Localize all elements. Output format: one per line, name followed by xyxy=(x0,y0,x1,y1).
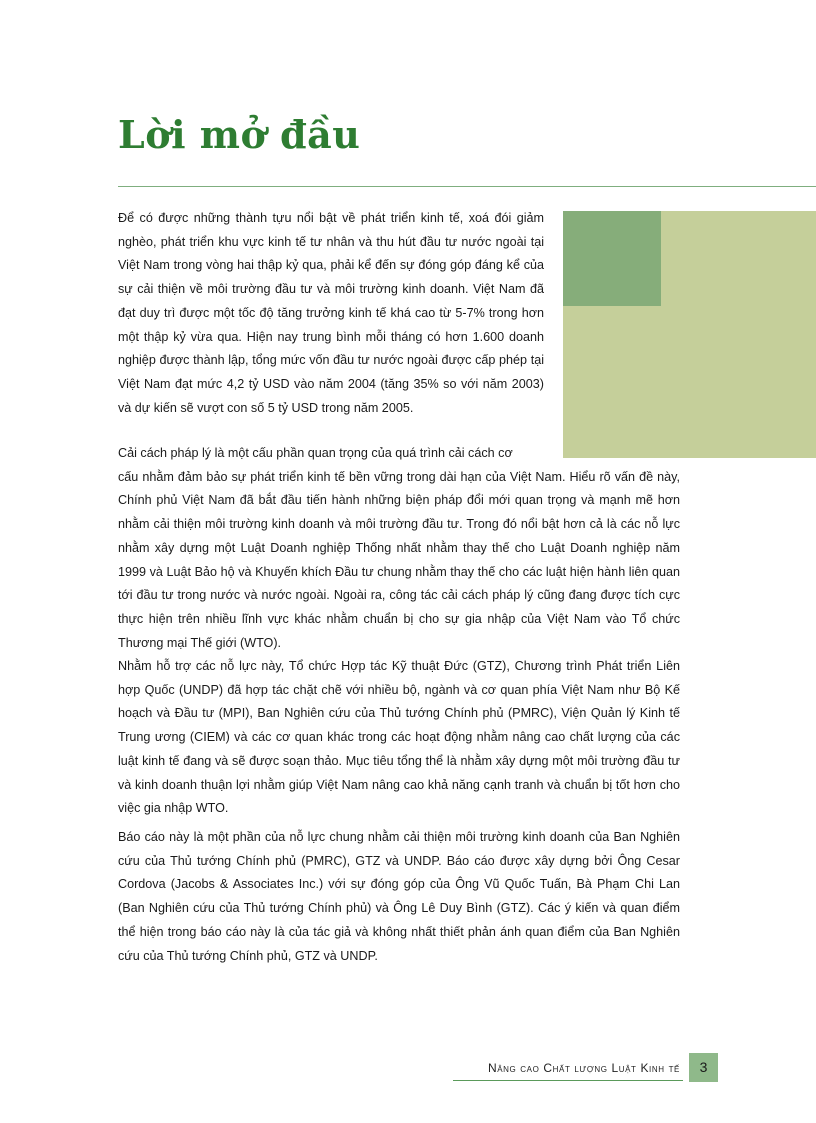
page-title: Lời mở đầu xyxy=(118,112,361,157)
paragraph-1: Để có được những thành tựu nổi bật về phát triển kinh tế, xoá đói giảm nghèo, phát triển khu vực kinh tế tư nhân và thu hút đầu tư nước ngoài tại Việt Nam trong vòng hai thập kỷ qua, phải kể đến sự đóng góp đáng kể của sự cải thiện về môi trường đầu tư và môi trường kinh doanh. Việt Nam đã đạt duy trì được một tốc độ tăng trưởng kinh tế khá cao từ 5-7% trong hơn một thập kỷ vừa qua. Hiện nay trung bình mỗi tháng có hơn 1.600 doanh nghiệp được thành lập, tổng mức vốn đầu tư nước ngoài được cấp phép tại Việt Nam đạt mức 4,2 tỷ USD vào năm 2004 (tăng 35% so với năm 2003) và dự kiến sẽ vượt con số 5 tỷ USD trong năm 2005. xyxy=(118,211,544,415)
paragraph-3: Nhằm hỗ trợ các nỗ lực này, Tổ chức Hợp tác Kỹ thuật Đức (GTZ), Chương trình Phát triển Liên hợp Quốc (UNDP) đã hợp tác chặt chẽ với nhiều bộ, ngành và cơ quan phía Việt Nam như Bộ Kế hoạch và Đầu tư (MPI), Ban Nghiên cứu của Thủ tướng Chính phủ (PMRC), Viện Quản lý Kinh tế Trung ương (CIEM) và các cơ quan khác trong các hoạt động nhằm nâng cao chất lượng của các luật kinh tế đang và sẽ được soạn thảo. Mục tiêu tổng thể là nhằm xây dựng một môi trường đầu tư và kinh doanh thuận lợi nhằm giúp Việt Nam nâng cao khả năng cạnh tranh và chuẩn bị tốt hơn cho việc gia nhập WTO. xyxy=(118,659,680,816)
paragraph-2-rest: cấu nhằm đảm bảo sự phát triển kinh tế bền vững trong dài hạn của Việt Nam. Hiểu rõ vấn đề này, Chính phủ Việt Nam đã bắt đầu tiến hành những biện pháp đổi mới quan trọng và mạnh mẽ hơn nhằm cải thiện môi trường kinh doanh và môi trường đầu tư. Trong đó nổi bật hơn cả là các nỗ lực nhằm xây dựng một Luật Doanh nghiệp Thống nhất nhằm thay thế cho Luật Doanh nghiệp năm 1999 và Luật Bảo hộ và Khuyến khích Đầu tư chung nhằm thay thế cho các luật hiện hành liên quan tới đầu tư trong nước và nước ngoài. Ngoài ra, công tác cải cách pháp lý cũng đang được tích cực thực hiện trên nhiều lĩnh vực khác nhằm chuẩn bị cho sự gia nhập của Việt Nam vào Tổ chức Thương mại Thế giới (WTO). xyxy=(118,469,680,650)
paragraph-2-first-line: Cải cách pháp lý là một cấu phần quan trọng của quá trình cải cách cơ xyxy=(118,446,513,460)
title-divider xyxy=(118,186,816,187)
paragraph-4: Báo cáo này là một phần của nỗ lực chung nhằm cải thiện môi trường kinh doanh của Ban Nghiên cứu của Thủ tướng Chính phủ (PMRC), GTZ và UNDP. Báo cáo được xây dựng bởi Ông Cesar Cordova (Jacobs & Associates Inc.) với sự đóng góp của Ông Vũ Quốc Tuấn, Bà Phạm Chi Lan (Ban Nghiên cứu của Thủ tướng Chính phủ) và Ông Lê Duy Bình (GTZ). Các ý kiến và quan điểm thể hiện trong báo cáo này là của tác giả và không nhất thiết phản ánh quan điểm của Ban Nghiên cứu của Thủ tướng Chính phủ, GTZ và UNDP. xyxy=(118,830,680,963)
running-footer-title: Nâng cao Chất lượng Luật Kinh tế xyxy=(487,1061,680,1075)
footer-underline xyxy=(453,1080,683,1081)
decorative-block-dark xyxy=(563,211,661,306)
page-number: 3 xyxy=(689,1053,718,1082)
paragraph-2 xyxy=(118,442,680,655)
